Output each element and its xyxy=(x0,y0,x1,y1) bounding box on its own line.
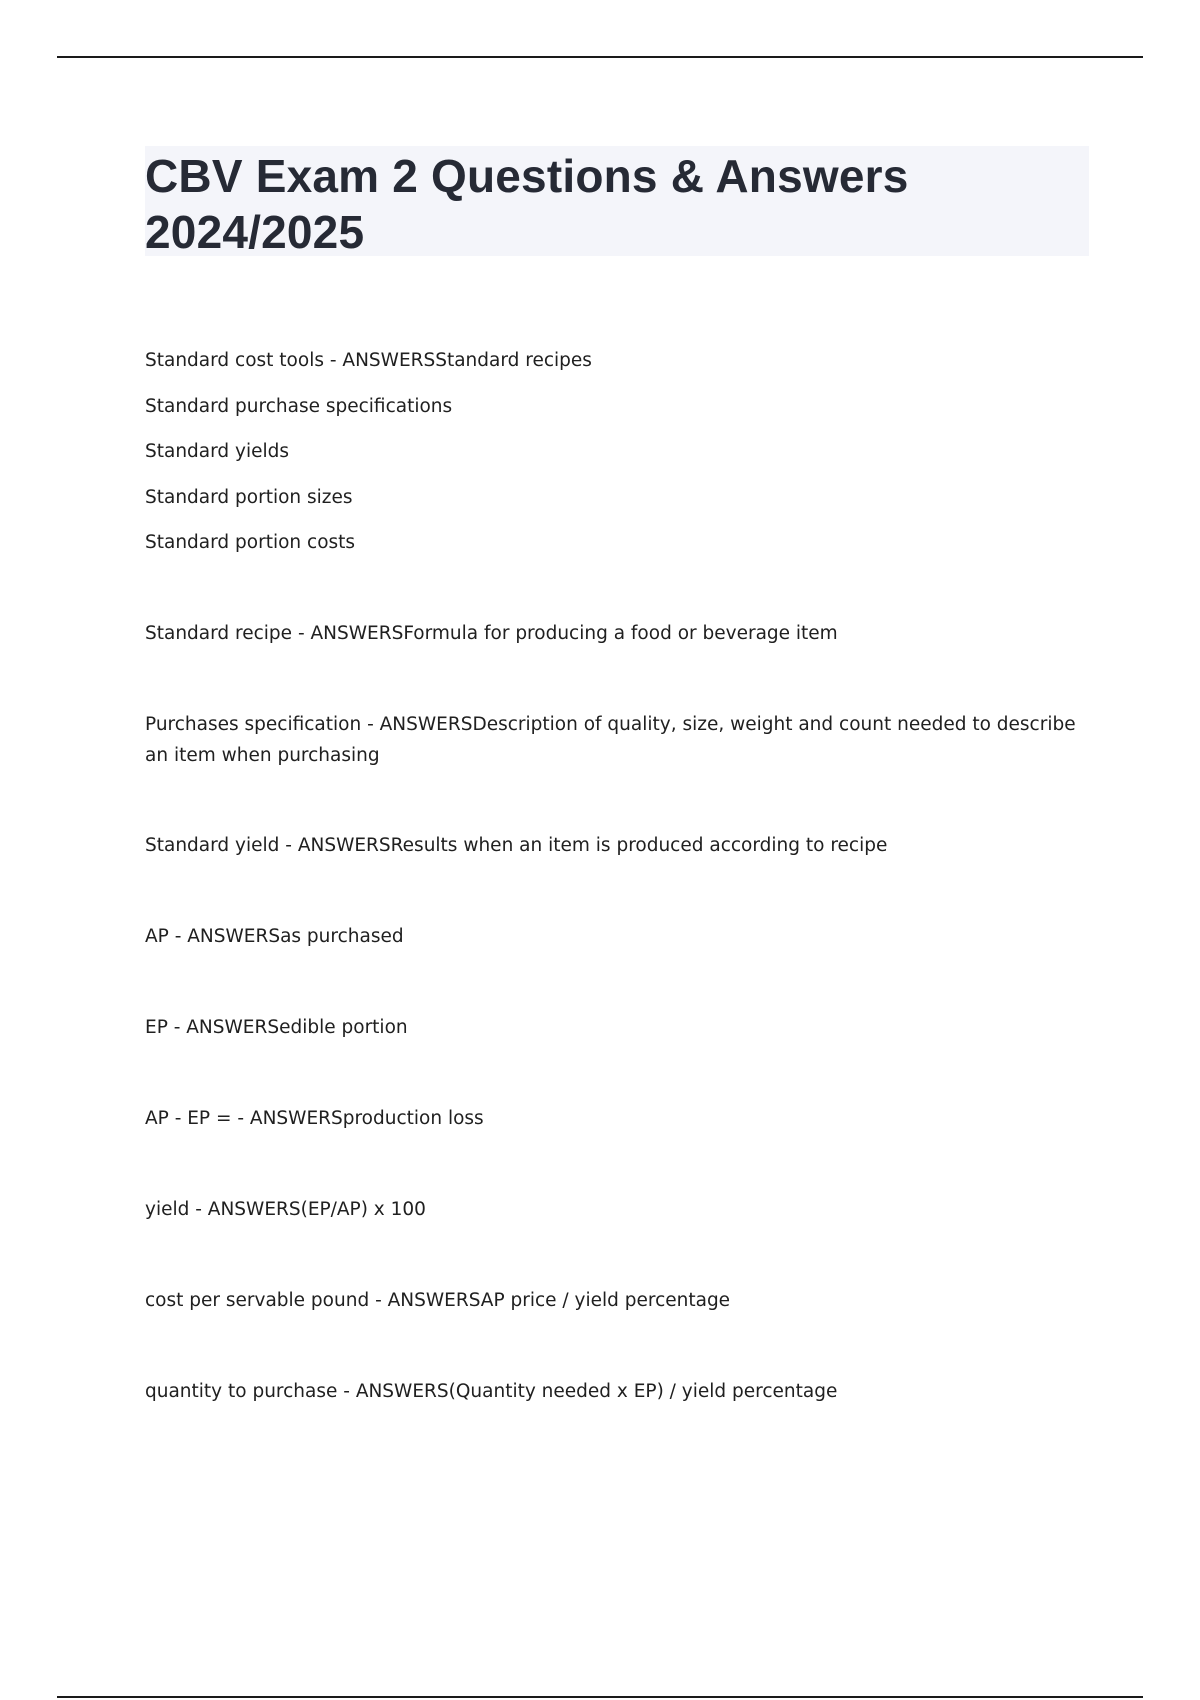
qa-line-standard-portion-costs: Standard portion costs xyxy=(145,532,356,553)
top-rule xyxy=(57,56,1143,58)
qa-line-standard-purchase-specifications: Standard purchase specifications xyxy=(145,396,453,417)
title-block xyxy=(145,146,1089,256)
document-title: CBV Exam 2 Questions & Answers 2024/2025 xyxy=(145,150,909,258)
qa-line-standard-yield: Standard yield - ANSWERSResults when an item is produced according to recipe xyxy=(145,835,888,856)
qa-line-standard-recipe: Standard recipe - ANSWERSFormula for producing a food or beverage item xyxy=(145,623,838,644)
qa-line-ep: EP - ANSWERSedible portion xyxy=(145,1017,408,1038)
qa-line-quantity-to-purchase: quantity to purchase - ANSWERS(Quantity needed x EP) / yield percentage xyxy=(145,1381,838,1402)
qa-line-cost-per-servable-pound: cost per servable pound - ANSWERSAP price / yield percentage xyxy=(145,1290,731,1311)
bottom-rule xyxy=(57,1696,1143,1698)
qa-line-standard-cost-tools: Standard cost tools - ANSWERSStandard recipes xyxy=(145,350,592,371)
qa-line-purchases-specification: Purchases specification - ANSWERSDescription of quality, size, weight and count needed to describe an item when purchasing xyxy=(145,714,1076,766)
qa-line-ap-minus-ep: AP - EP = - ANSWERSproduction loss xyxy=(145,1108,484,1129)
qa-line-ap: AP - ANSWERSas purchased xyxy=(145,926,404,947)
qa-line-standard-portion-sizes: Standard portion sizes xyxy=(145,487,353,508)
qa-line-standard-yields: Standard yields xyxy=(145,441,290,462)
qa-line-yield: yield - ANSWERS(EP/AP) x 100 xyxy=(145,1199,426,1220)
